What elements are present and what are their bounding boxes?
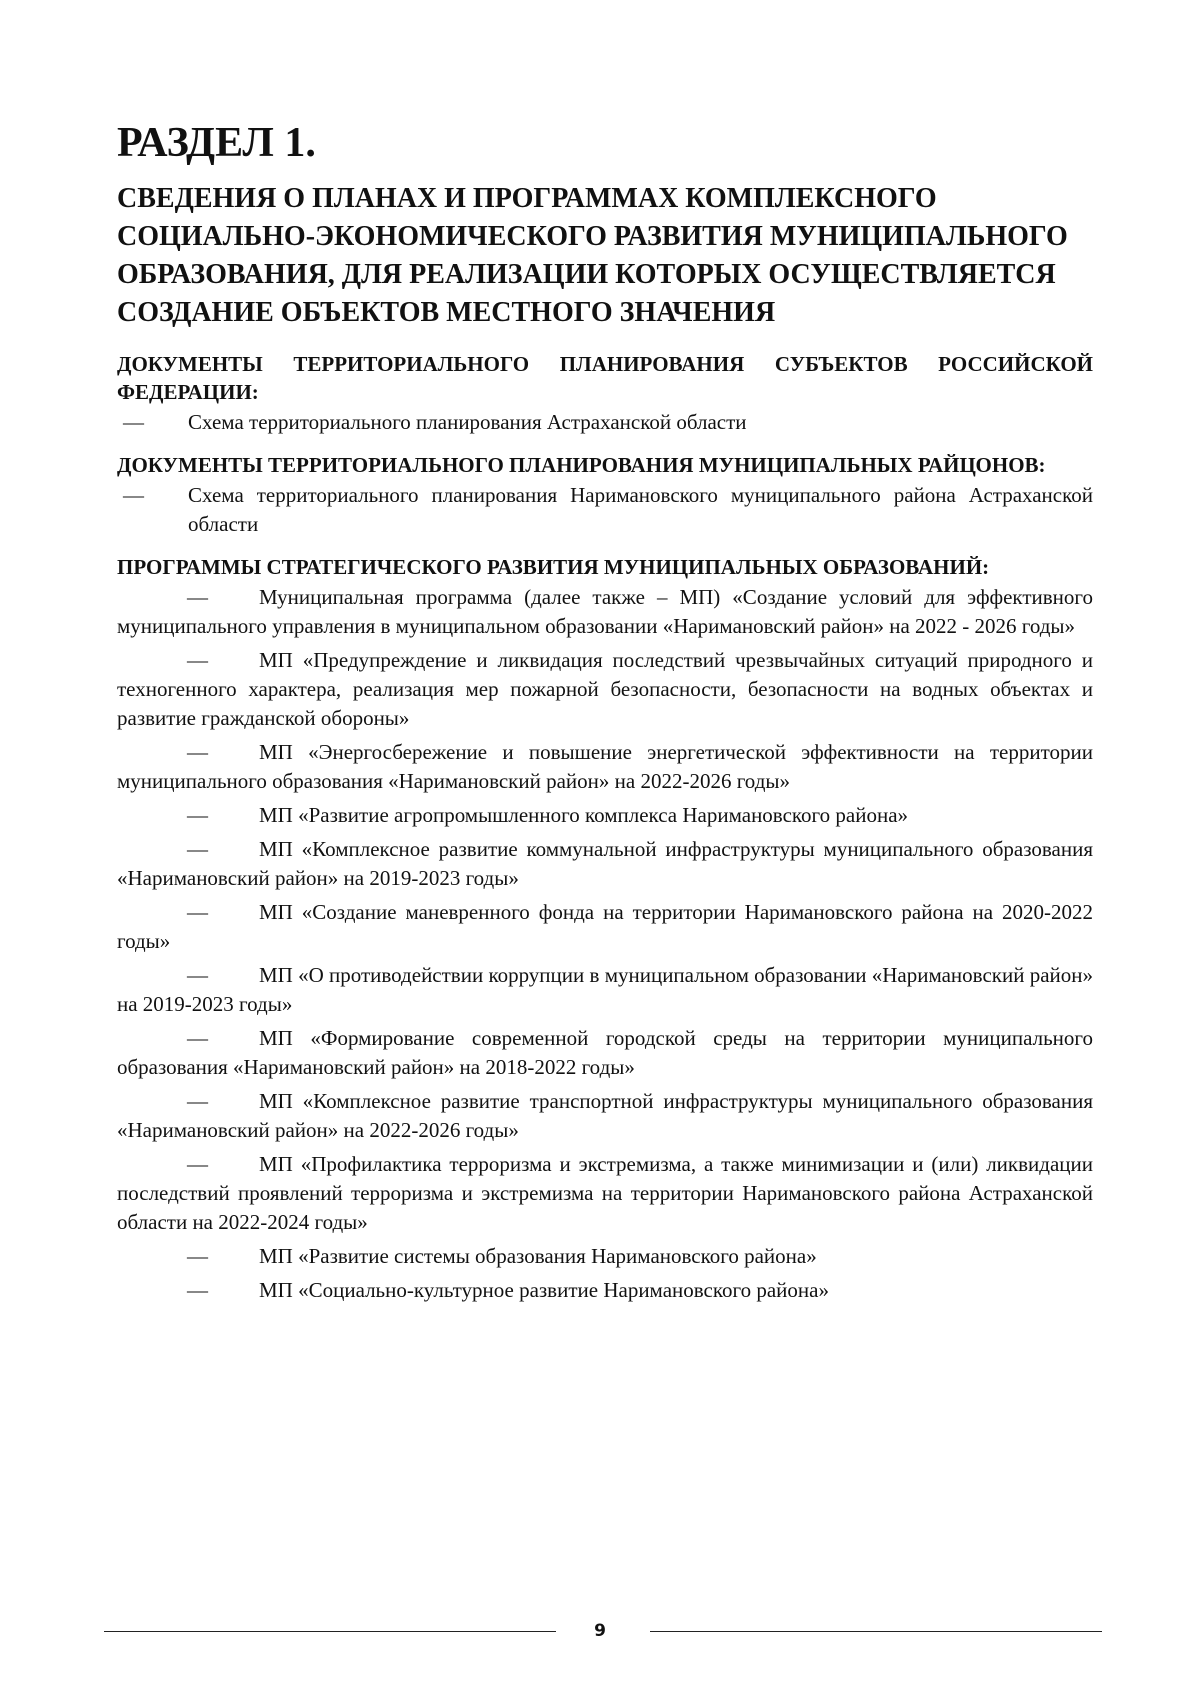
dash-bullet: —: [187, 740, 208, 764]
dash-bullet: —: [187, 803, 208, 827]
program-item: [117, 961, 1093, 1019]
program-item: [117, 801, 1093, 830]
document-list: [117, 408, 1093, 437]
dash-bullet: —: [187, 963, 208, 987]
program-text: МП «Формирование современной городской среды на территории муниципального образования «Наримановский район» на 2018-2022 годы»: [117, 1026, 1093, 1079]
program-item: [117, 583, 1093, 641]
program-text: Муниципальная программа (далее также – МП) «Создание условий для эффективного муниципального управления в муниципальном образовании «Наримановский район» на 2022 - 2026 годы»: [117, 585, 1093, 638]
program-text: МП «Развитие системы образования Наримановского района»: [259, 1244, 817, 1268]
program-item: [117, 898, 1093, 956]
list-item-text: Схема территориального планирования Астраханской области: [188, 410, 747, 434]
dash-bullet: —: [187, 900, 208, 924]
program-text: МП «Развитие агропромышленного комплекса Наримановского района»: [259, 803, 909, 827]
footer-rule-right: [650, 1631, 1102, 1632]
list-item: [117, 481, 1093, 539]
group-heading: ДОКУМЕНТЫ ТЕРРИТОРИАЛЬНОГО ПЛАНИРОВАНИЯ МУНИЦИПАЛЬНЫХ РАЙЦОНОВ:: [117, 453, 1046, 477]
page-number: 9: [594, 1621, 606, 1641]
dash-bullet: —: [187, 1026, 208, 1050]
section-subtitle: СВЕДЕНИЯ О ПЛАНАХ И ПРОГРАММАХ КОМПЛЕКСНОГО СОЦИАЛЬНО-ЭКОНОМИЧЕСКОГО РАЗВИТИЯ МУНИЦИПАЛЬНОГО ОБРАЗОВАНИЯ, ДЛЯ РЕАЛИЗАЦИИ КОТОРЫХ ОСУЩЕСТВЛЯЕТСЯ СОЗДАНИЕ ОБЪЕКТОВ МЕСТНОГО ЗНАЧЕНИЯ: [117, 183, 1068, 328]
group-heading: ДОКУМЕНТЫ ТЕРРИТОРИАЛЬНОГО ПЛАНИРОВАНИЯ СУБЪЕКТОВ РОССИЙСКОЙ ФЕДЕРАЦИИ:: [117, 352, 1093, 404]
page-footer: [0, 1620, 1200, 1644]
document-page: [117, 102, 1093, 1310]
program-text: МП «О противодействии коррупции в муниципальном образовании «Наримановский район» на 2019-2023 годы»: [117, 963, 1093, 1016]
list-item: [117, 408, 1093, 437]
section-title: РАЗДЕЛ 1.: [117, 120, 316, 166]
program-item: [117, 835, 1093, 893]
program-text: МП «Профилактика терроризма и экстремизма, а также минимизации и (или) ликвидации последствий проявлений терроризма и экстремизма на территории Наримановского района Астраханской области на 2022-2024 годы»: [117, 1152, 1093, 1234]
group-strategic-programs: [117, 553, 1093, 1305]
dash-bullet: —: [187, 1244, 208, 1268]
dash-bullet: —: [187, 837, 208, 861]
program-text: МП «Комплексное развитие коммунальной инфраструктуры муниципального образования «Наримановский район» на 2019-2023 годы»: [117, 837, 1093, 890]
program-text: МП «Энергосбережение и повышение энергетической эффективности на территории муниципального образования «Наримановский район» на 2022-2026 годы»: [117, 740, 1093, 793]
program-text: МП «Социально-культурное развитие Наримановского района»: [259, 1278, 829, 1302]
program-list: [117, 583, 1093, 1305]
document-list: [117, 481, 1093, 539]
program-text: МП «Предупреждение и ликвидация последствий чрезвычайных ситуаций природного и техногенного характера, реализация мер пожарной безопасности, безопасности на водных объектах и развитие гражданской обороны»: [117, 648, 1093, 730]
group-municipal-districts: [117, 451, 1093, 539]
program-item: [117, 1087, 1093, 1145]
dash-bullet: —: [187, 648, 208, 672]
program-item: [117, 1276, 1093, 1305]
dash-bullet: —: [187, 1089, 208, 1113]
dash-bullet: —: [123, 483, 144, 507]
group-heading: ПРОГРАММЫ СТРАТЕГИЧЕСКОГО РАЗВИТИЯ МУНИЦИПАЛЬНЫХ ОБРАЗОВАНИЙ:: [117, 555, 990, 579]
dash-bullet: —: [187, 585, 208, 609]
program-text: МП «Создание маневренного фонда на территории Наримановского района на 2020-2022 годы»: [117, 900, 1093, 953]
program-item: [117, 1150, 1093, 1237]
dash-bullet: —: [187, 1278, 208, 1302]
program-item: [117, 1024, 1093, 1082]
program-item: [117, 1242, 1093, 1271]
program-item: [117, 738, 1093, 796]
list-item-text: Схема территориального планирования Наримановского муниципального района Астраханской области: [188, 483, 1093, 536]
group-subjects-rf: [117, 350, 1093, 437]
dash-bullet: —: [187, 1152, 208, 1176]
dash-bullet: —: [123, 410, 144, 434]
footer-rule-left: [104, 1631, 556, 1632]
program-item: [117, 646, 1093, 733]
program-text: МП «Комплексное развитие транспортной инфраструктуры муниципального образования «Наримановский район» на 2022-2026 годы»: [117, 1089, 1093, 1142]
